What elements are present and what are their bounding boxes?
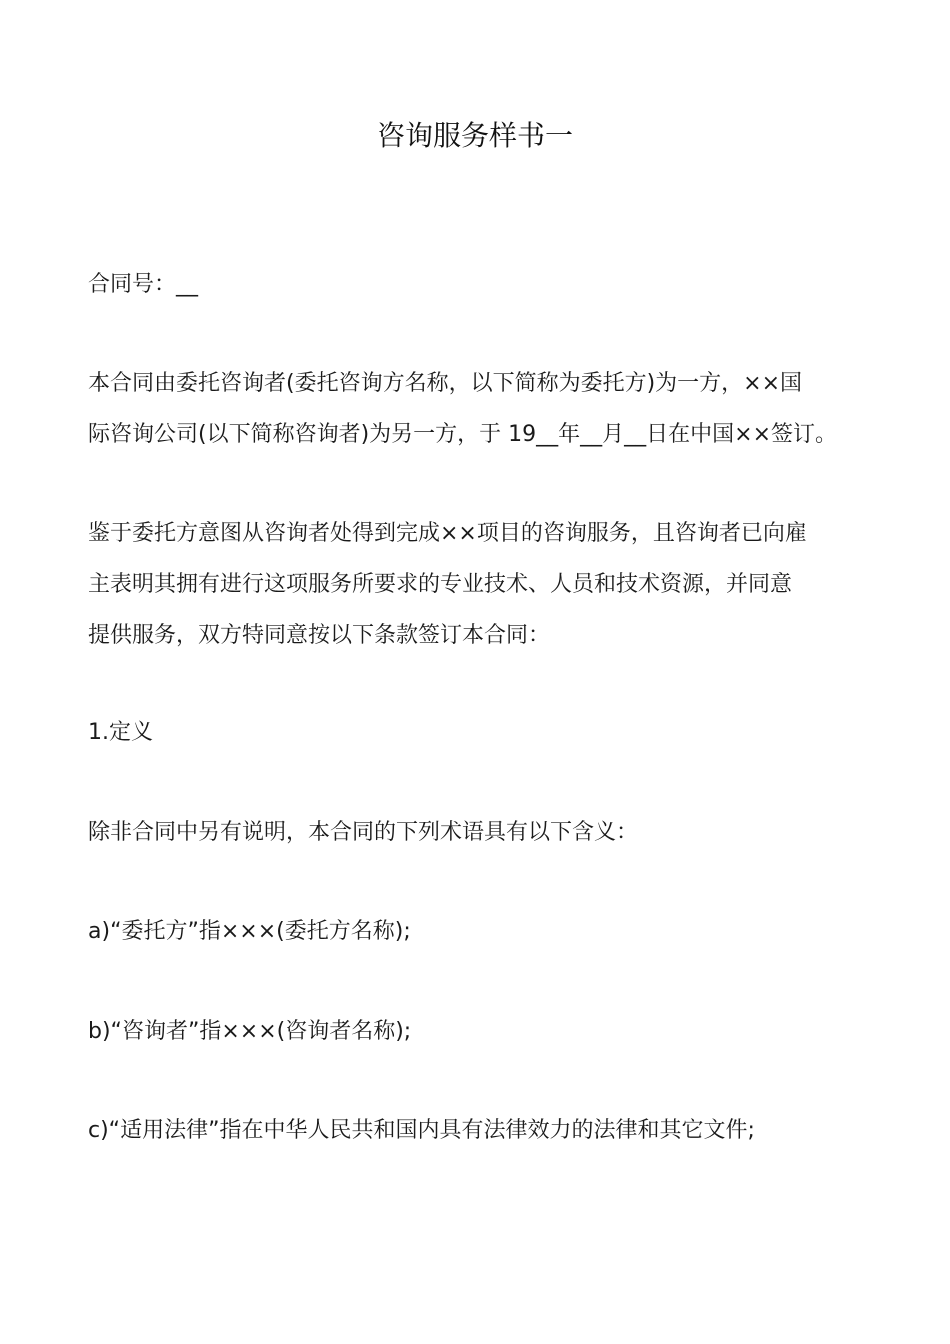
- whereas-paragraph-line-2: 主表明其拥有进行这项服务所要求的专业技术、人员和技术资源，并同意: [88, 572, 793, 597]
- whereas-paragraph-line-1: 鉴于委托方意图从咨询者处得到完成××项目的咨询服务，且咨询者已向雇: [88, 521, 807, 546]
- definition-item-b: b)“咨询者”指×××(咨询者名称);: [88, 1019, 412, 1044]
- intro-paragraph-line-2: 际咨询公司(以下简称咨询者)为另一方，于 19__年__月__日在中国××签订。: [88, 422, 838, 447]
- intro-paragraph-line-1: 本合同由委托咨询者(委托咨询方名称，以下简称为委托方)为一方，××国: [88, 371, 803, 396]
- contract-number: 合同号：__: [88, 272, 199, 297]
- document-title: 咨询服务样书一: [376, 119, 573, 152]
- section-heading: 1.定义: [88, 720, 153, 745]
- definitions-intro: 除非合同中另有说明，本合同的下列术语具有以下含义：: [88, 820, 639, 845]
- definition-item-a: a)“委托方”指×××(委托方名称);: [88, 919, 411, 944]
- definition-item-c: c)“适用法律”指在中华人民共和国内具有法律效力的法律和其它文件;: [88, 1118, 755, 1143]
- whereas-paragraph-line-3: 提供服务，双方特同意按以下条款签订本合同：: [88, 623, 551, 648]
